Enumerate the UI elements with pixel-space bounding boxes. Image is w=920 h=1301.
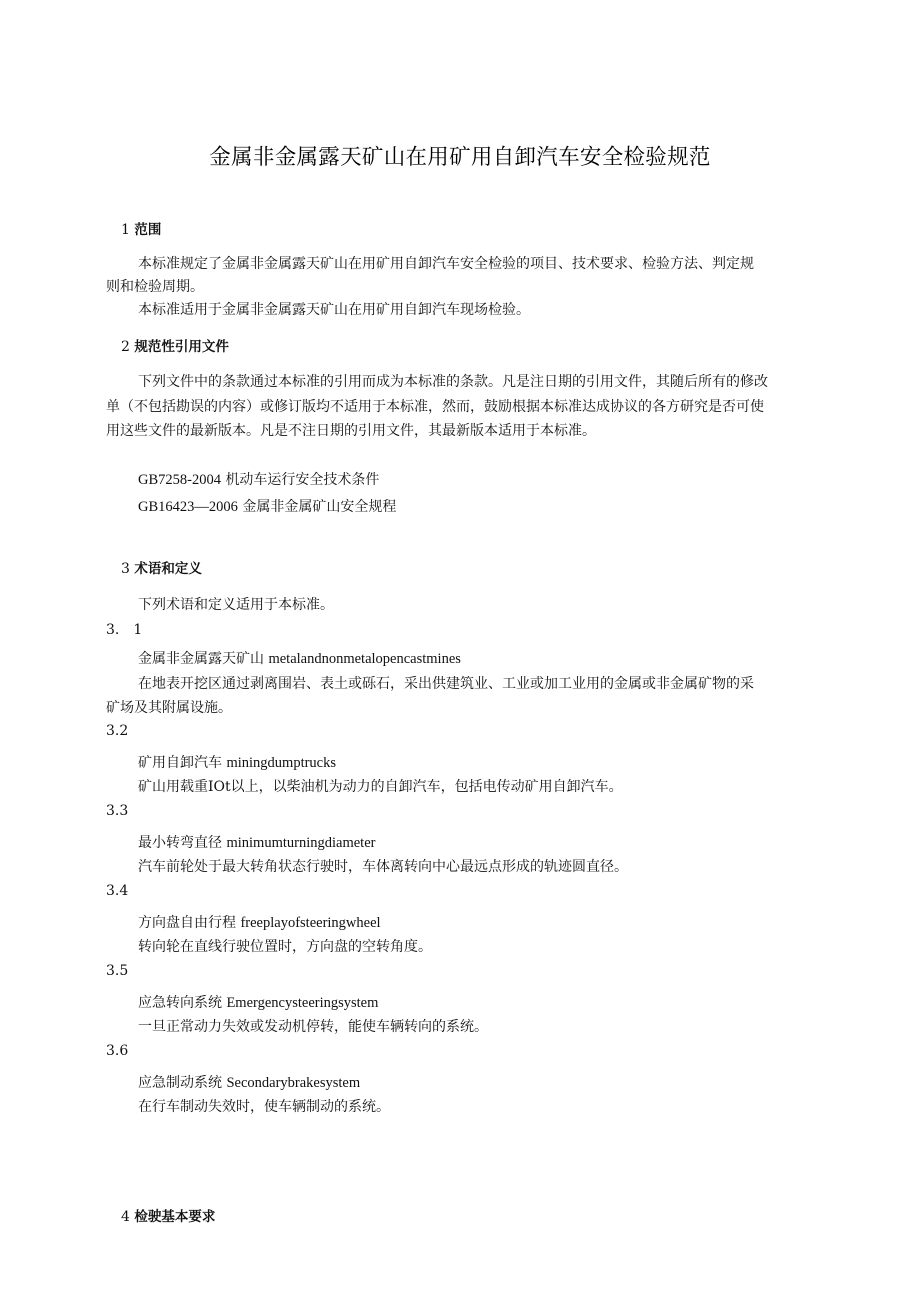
reference-name: 机动车运行安全技术条件 — [225, 472, 380, 488]
section-number: 4 — [121, 1209, 130, 1225]
term-heading — [138, 752, 336, 772]
reference-item — [138, 469, 379, 489]
section-title: 检驶基本要求 — [134, 1209, 216, 1225]
paragraph-line: 本标准适用于金属非金属露天矿山在用矿用自卸汽车现场检验。 — [138, 302, 530, 318]
term-definition: 矿场及其附属设施。 — [106, 700, 232, 716]
term-number: 3.3 — [106, 803, 129, 819]
document-title: 金属非金属露天矿山在用矿用自卸汽车安全检验规范 — [209, 145, 711, 170]
section-number: 2 — [121, 339, 130, 355]
term-name: 金属非金属露天矿山 — [138, 651, 264, 667]
term-heading — [138, 832, 375, 852]
term-definition: 矿山用载重IOt以上，以柴油机为动力的自卸汽车，包括电传动矿用自卸汽车。 — [138, 779, 623, 795]
term-name: 方向盘自由行程 — [138, 915, 236, 931]
term-name: 最小转弯直径 — [138, 835, 222, 851]
section-title: 术语和定义 — [134, 561, 202, 577]
section-number: 3 — [121, 561, 130, 577]
term-number: 3. 1 — [106, 622, 143, 638]
section-1-heading — [121, 218, 161, 238]
term-definition: 转向轮在直线行驶位置时，方向盘的空转角度。 — [138, 939, 432, 955]
term-english: Emergencysteeringsystem — [226, 995, 379, 1011]
paragraph-line: 下列术语和定义适用于本标准。 — [138, 597, 334, 613]
term-definition: 在行车制动失效时，使车辆制动的系统。 — [138, 1099, 390, 1115]
reference-code: GB16423—2006 — [138, 499, 238, 515]
paragraph-line: 用这些文件的最新版本。凡是不注日期的引用文件，其最新版本适用于本标准。 — [106, 423, 596, 439]
paragraph-line: 单（不包括勘误的内容）或修订版均不适用于本标准，然而，鼓励根据本标准达成协议的各方研究是否可使 — [106, 399, 764, 415]
reference-name: 金属非金属矿山安全规程 — [242, 499, 397, 515]
term-english: minimumturningdiameter — [226, 835, 376, 851]
term-heading — [138, 912, 381, 932]
term-number: 3.6 — [106, 1043, 129, 1059]
section-3-heading — [121, 557, 202, 577]
term-heading — [138, 992, 378, 1012]
reference-code: GB7258-2004 — [138, 472, 221, 488]
term-heading — [138, 1072, 360, 1092]
term-number: 3.2 — [106, 723, 129, 739]
term-number: 3.5 — [106, 963, 129, 979]
term-heading — [138, 648, 461, 668]
section-2-heading — [121, 335, 229, 355]
term-definition: 一旦正常动力失效或发动机停转，能使车辆转向的系统。 — [138, 1019, 488, 1035]
section-number: 1 — [121, 222, 130, 238]
term-name: 应急制动系统 — [138, 1075, 222, 1091]
term-english: miningdumptrucks — [226, 755, 337, 771]
paragraph-line: 本标准规定了金属非金属露天矿山在用矿用自卸汽车安全检验的项目、技术要求、检验方法、判定规 — [138, 256, 754, 272]
term-english: freeplayofsteeringwheel — [240, 915, 381, 931]
paragraph-line: 则和检验周期。 — [106, 279, 204, 295]
section-4-heading — [121, 1205, 215, 1225]
term-name: 矿用自卸汽车 — [138, 755, 222, 771]
term-english: metalandnonmetalopencastmines — [268, 651, 461, 667]
term-definition: 在地表开挖区通过剥离围岩、表土或砾石，采出供建筑业、工业或加工业用的金属或非金属矿物的采 — [138, 676, 754, 692]
section-title: 范围 — [134, 222, 162, 238]
term-number: 3.4 — [106, 883, 129, 899]
paragraph-line: 下列文件中的条款通过本标准的引用而成为本标准的条款。凡是注日期的引用文件，其随后所有的修改 — [138, 374, 768, 390]
reference-item — [138, 496, 396, 516]
section-title: 规范性引用文件 — [134, 339, 229, 355]
term-definition: 汽车前轮处于最大转角状态行驶时，车体离转向中心最远点形成的轨迹圆直径。 — [138, 859, 628, 875]
term-name: 应急转向系统 — [138, 995, 222, 1011]
term-english: Secondarybrakesystem — [226, 1075, 361, 1091]
